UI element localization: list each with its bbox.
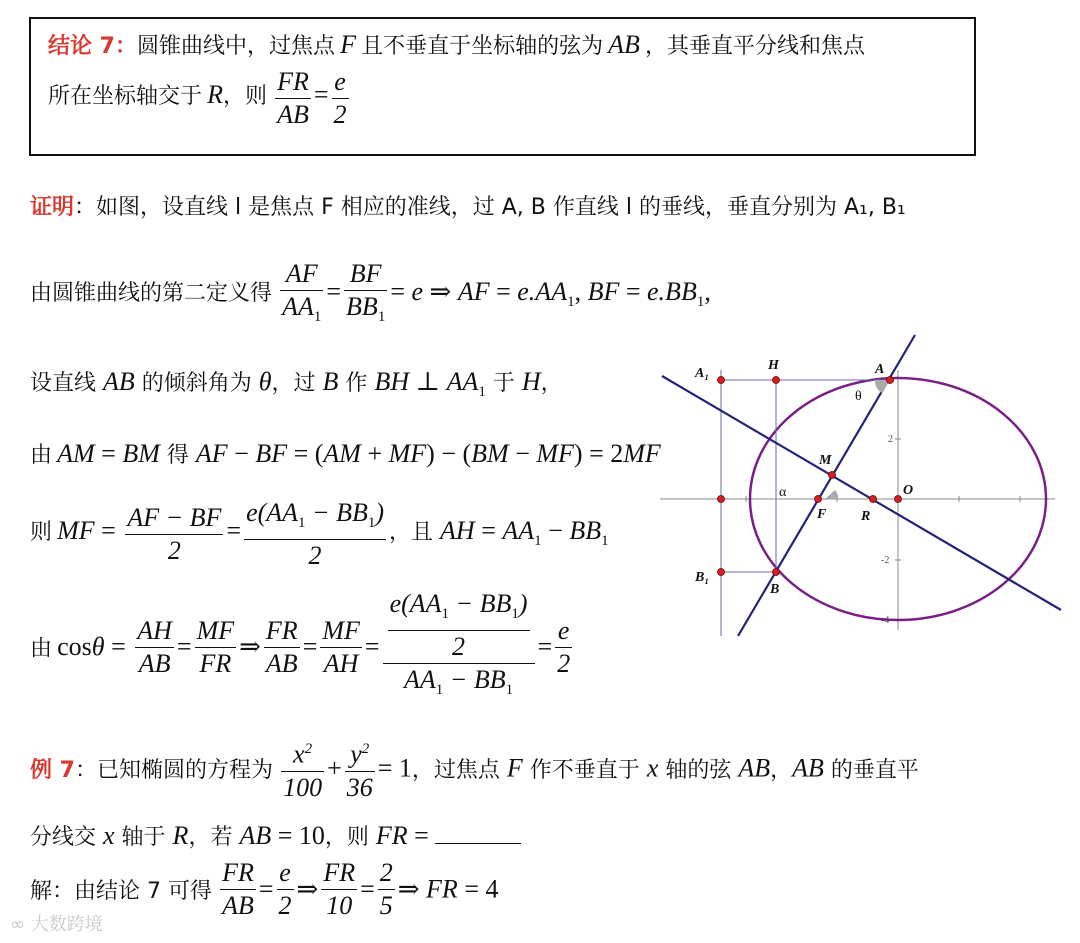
watermark: ∞ 大数跨境 bbox=[10, 914, 103, 935]
example-line-3: 解：由结论 7 可得 $\frac{FR}{AB}$ = $\frac{e}{2}$ ⇒ $\frac{FR}{10}$ = $\frac{2}{5}$ ⇒ FR = 4 bbox=[30, 858, 499, 920]
conclusion-label: 结论 7： bbox=[48, 34, 137, 59]
example-line-2: 分线交 x 轴于 R，若 AB = 10，则 FR = bbox=[30, 819, 521, 851]
fraction-bf-bb1: $\frac{BF}{BB_1}$ bbox=[346, 259, 386, 326]
proof-label: 证明 bbox=[30, 195, 75, 220]
point-m bbox=[829, 472, 836, 479]
conclusion-line-2: 所在坐标轴交于 R，则 $\frac{FR}{AB}$ = $\frac{e}{2}$ bbox=[48, 67, 347, 129]
label-m: M bbox=[819, 453, 832, 468]
point-a1 bbox=[718, 377, 725, 384]
proof-line-4: 由 AM = BM 得 AF − BF = (AM + MF) − (BM − MF) = 2MF bbox=[30, 439, 661, 468]
proof-line-1: 证明：如图，设直线 l 是焦点 F 相应的准线，过 A, B 作直线 l 的垂线，垂直分别为 A₁, B₁ bbox=[30, 195, 906, 220]
label-h: H bbox=[768, 358, 779, 373]
tick-label-y2: 2 bbox=[888, 434, 893, 445]
label-theta: θ bbox=[855, 389, 862, 404]
proof-line-3: 设直线 AB 的倾斜角为 θ，过 B 作 BH ⊥ $AA_1$ 于 H， bbox=[30, 367, 563, 401]
point-directrix-axis bbox=[718, 496, 725, 503]
label-b: B bbox=[770, 582, 780, 597]
watermark-logo-icon: ∞ bbox=[10, 914, 31, 935]
point-f bbox=[815, 496, 822, 503]
conclusion-line-1: 结论 7：圆锥曲线中，过焦点 F 且不垂直于坐标轴的弦为 AB ，其垂直平分线和焦点 bbox=[48, 30, 866, 59]
answer-blank bbox=[435, 819, 521, 844]
proof-line-5: 则 MF = $\frac{AF - BF}{2}$ = $\frac{e(AA_1 - BB_1)}{2}$ ，且 AH = $AA_1 - BB_1$ bbox=[30, 498, 609, 571]
point-r bbox=[870, 496, 877, 503]
point-a bbox=[887, 377, 894, 384]
label-a: A bbox=[875, 362, 885, 377]
fraction-fr-ab: $\frac{FR}{AB}$ bbox=[277, 67, 309, 129]
proof-line-2: 由圆锥曲线的第二定义得 $\frac{AF}{AA_1}$ = $\frac{BF}{BB_1}$ = e ⇒ AF = $e.AA_1$, BF = $e.BB_1$, bbox=[30, 258, 711, 333]
label-f: F bbox=[817, 507, 827, 522]
example-line-1: 例 7：已知椭圆的方程为 $\frac{x^2}{100}$ + $\frac{y^2}{36}$ = 1，过焦点 F 作不垂直于 x 轴的弦 AB，AB 的垂直平 bbox=[30, 733, 919, 804]
example-label: 例 7 bbox=[30, 757, 75, 783]
point-b bbox=[773, 569, 780, 576]
fraction-af-aa1: $\frac{AF}{AA_1}$ bbox=[282, 259, 322, 326]
label-a1: A₁ bbox=[695, 366, 710, 381]
label-r: R bbox=[861, 509, 871, 524]
geometry-figure bbox=[655, 330, 1075, 640]
proof-line-6: 由 cosθ = $\frac{AH}{AB}$ = $\frac{MF}{FR}$ ⇒ $\frac{FR}{AB}$ = $\frac{MF}{AH}$ = $\frac{\frac{e(AA_1 - BB_1)}{2}}{AA_1 - BB_1}$ = $\frac{e}{2}$ bbox=[30, 589, 571, 699]
point-o bbox=[895, 496, 902, 503]
tick-label-yneg2: -2 bbox=[881, 555, 890, 566]
fraction-e-2: $\frac{e}{2}$ bbox=[333, 67, 347, 129]
tick-label-yneg4: -4 bbox=[881, 615, 890, 626]
label-alpha: α bbox=[779, 485, 787, 500]
axis-ticks bbox=[746, 439, 1020, 620]
label-b1: B₁ bbox=[695, 570, 710, 585]
point-b1 bbox=[718, 569, 725, 576]
alpha-angle-mark bbox=[825, 490, 838, 500]
label-o: O bbox=[903, 483, 914, 498]
point-h bbox=[773, 377, 780, 384]
